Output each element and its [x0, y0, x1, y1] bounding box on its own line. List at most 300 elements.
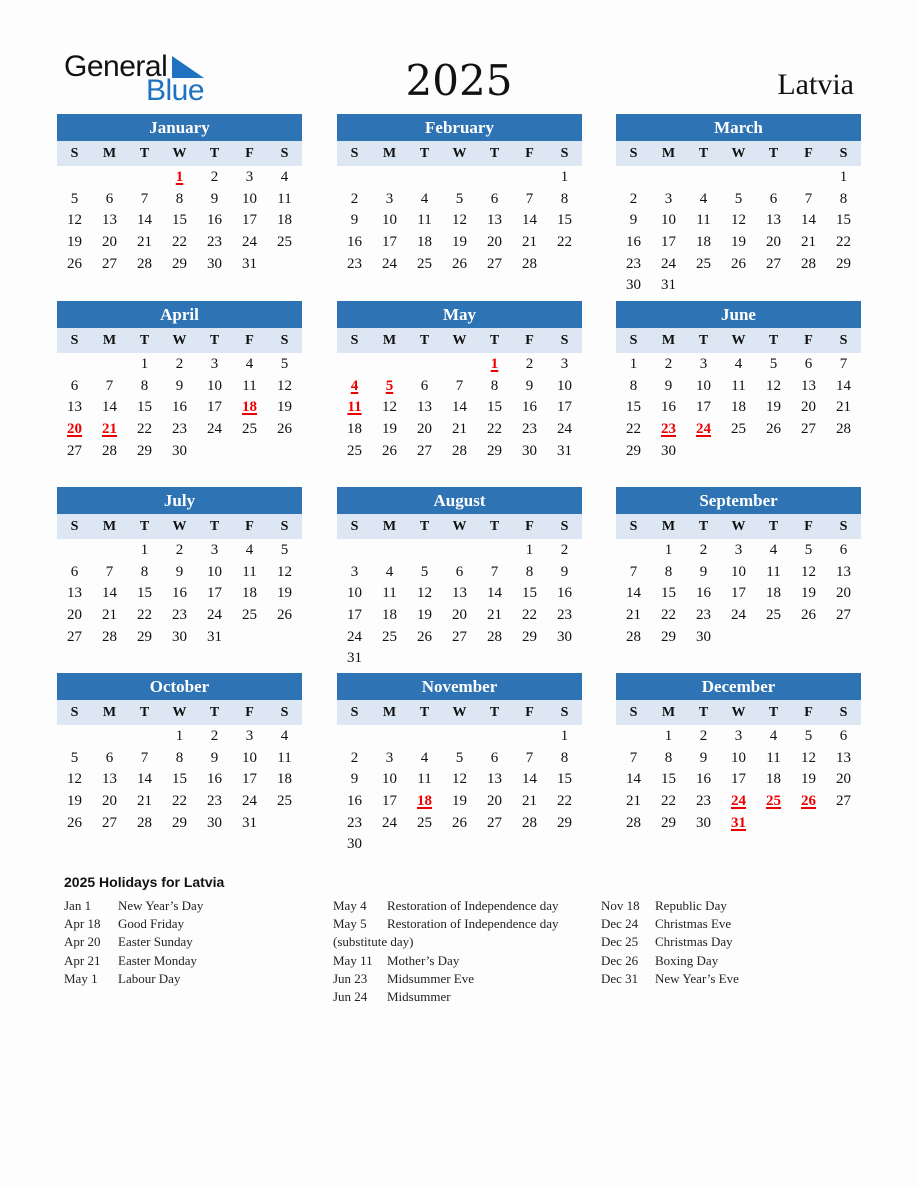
day-cell: 29 — [557, 814, 572, 831]
month-header: August — [337, 487, 582, 514]
holiday-entry — [64, 897, 203, 915]
day-cell: 14 — [522, 771, 537, 788]
holiday-date: Apr 21 — [64, 952, 101, 968]
day-cell: 26 — [452, 255, 467, 272]
day-cell: 20 — [801, 399, 816, 416]
day-cell: 2 — [350, 190, 359, 207]
day-cell: 13 — [67, 399, 82, 416]
day-cell: 13 — [102, 771, 117, 788]
day-grid — [616, 166, 861, 297]
weekday-label: S — [629, 705, 638, 720]
day-cell: 20 — [487, 793, 502, 810]
day-cell: 20 — [836, 585, 851, 602]
weekday-label: T — [698, 519, 709, 534]
day-cell: 14 — [626, 771, 641, 788]
day-cell: 7 — [629, 749, 638, 766]
holiday-entry — [64, 970, 203, 988]
day-cell: 15 — [557, 212, 572, 229]
empty-cell — [337, 726, 372, 748]
day-cell: 13 — [452, 585, 467, 602]
day-cell: 4 — [280, 728, 289, 744]
day-cell: 24 — [207, 607, 222, 624]
empty-cell — [721, 167, 756, 189]
day-cell: 19 — [67, 234, 82, 251]
month-header: December — [616, 673, 861, 700]
weekday-label: S — [560, 519, 569, 534]
holiday-name: Christmas Eve — [655, 916, 732, 932]
weekday-label: M — [661, 705, 676, 720]
day-grid — [57, 539, 302, 648]
day-cell: 30 — [172, 628, 187, 645]
logo-text-general: General — [64, 50, 168, 83]
day-cell: 11 — [242, 563, 257, 580]
weekday-label: F — [525, 705, 534, 720]
day-cell: 28 — [801, 255, 816, 272]
day-cell: 6 — [105, 190, 114, 207]
day-cell: 19 — [801, 771, 816, 788]
holiday-day-cell: 11 — [347, 399, 362, 416]
weekday-label: W — [452, 519, 467, 534]
day-cell: 30 — [557, 628, 572, 645]
day-cell: 18 — [417, 234, 432, 251]
day-cell: 14 — [137, 212, 152, 229]
weekday-label: S — [560, 146, 569, 161]
day-cell: 30 — [522, 442, 537, 459]
day-cell: 7 — [629, 563, 638, 580]
day-cell: 3 — [385, 749, 394, 766]
weekday-label: S — [70, 333, 79, 348]
weekday-label: S — [629, 519, 638, 534]
day-cell: 5 — [804, 728, 813, 744]
day-cell: 16 — [347, 234, 362, 251]
day-cell: 9 — [525, 377, 534, 394]
day-cell: 19 — [67, 793, 82, 810]
empty-cell — [477, 540, 512, 562]
day-cell: 30 — [172, 442, 187, 459]
day-cell: 27 — [102, 814, 117, 831]
weekday-label: T — [489, 705, 500, 720]
day-cell: 5 — [455, 749, 464, 766]
day-cell: 10 — [731, 563, 746, 580]
weekday-header-row — [337, 141, 582, 166]
day-cell: 19 — [277, 585, 292, 602]
weekday-label: M — [382, 333, 397, 348]
day-cell: 22 — [172, 793, 187, 810]
holiday-entry — [601, 897, 739, 915]
day-cell: 18 — [347, 421, 362, 438]
day-cell: 24 — [242, 793, 257, 810]
weekday-label: T — [768, 333, 779, 348]
day-cell: 24 — [557, 421, 572, 438]
day-cell: 13 — [836, 749, 851, 766]
day-cell: 23 — [626, 255, 641, 272]
day-cell: 23 — [207, 793, 222, 810]
month-header: September — [616, 487, 861, 514]
day-cell: 5 — [455, 190, 464, 207]
empty-cell — [616, 540, 651, 562]
day-cell: 6 — [839, 728, 848, 744]
day-cell: 21 — [452, 421, 467, 438]
holiday-date: Dec 26 — [601, 952, 639, 968]
day-cell: 19 — [766, 399, 781, 416]
day-cell: 7 — [804, 190, 813, 207]
day-cell: 16 — [172, 399, 187, 416]
day-cell: 13 — [487, 771, 502, 788]
day-cell: 25 — [417, 255, 432, 272]
day-cell: 12 — [731, 212, 746, 229]
day-cell: 21 — [801, 234, 816, 251]
weekday-header-row — [57, 514, 302, 539]
day-cell: 1 — [664, 542, 673, 558]
weekday-label: S — [839, 519, 848, 534]
day-cell: 17 — [731, 585, 746, 602]
holiday-date: Dec 31 — [601, 970, 639, 986]
day-cell: 20 — [417, 421, 432, 438]
day-cell: 15 — [661, 585, 676, 602]
weekday-label: T — [489, 333, 500, 348]
day-cell: 25 — [242, 421, 257, 438]
weekday-label: S — [839, 146, 848, 161]
day-cell: 28 — [137, 814, 152, 831]
weekday-label: W — [172, 519, 187, 534]
weekday-label: F — [804, 705, 813, 720]
holiday-entry — [601, 970, 739, 988]
day-cell: 16 — [696, 771, 711, 788]
day-cell: 29 — [137, 628, 152, 645]
month-december — [616, 673, 861, 834]
day-cell: 14 — [836, 377, 851, 394]
day-cell: 27 — [67, 628, 82, 645]
day-cell: 23 — [696, 607, 711, 624]
day-cell: 8 — [175, 190, 184, 207]
day-cell: 29 — [522, 628, 537, 645]
day-cell: 25 — [242, 607, 257, 624]
day-cell: 17 — [557, 399, 572, 416]
weekday-label: W — [452, 705, 467, 720]
day-grid — [616, 539, 861, 648]
empty-cell — [407, 540, 442, 562]
day-cell: 11 — [242, 377, 257, 394]
day-cell: 23 — [347, 814, 362, 831]
day-cell: 14 — [102, 585, 117, 602]
holiday-entry — [601, 933, 739, 951]
day-cell: 19 — [417, 607, 432, 624]
empty-cell — [337, 354, 372, 376]
weekday-label: S — [280, 146, 289, 161]
day-cell: 17 — [242, 771, 257, 788]
calendar-year: 2025 — [405, 56, 513, 105]
weekday-label: M — [382, 146, 397, 161]
day-cell: 25 — [347, 442, 362, 459]
day-cell: 25 — [696, 255, 711, 272]
weekday-label: S — [280, 705, 289, 720]
weekday-label: M — [382, 705, 397, 720]
weekday-header-row — [616, 328, 861, 353]
day-cell: 29 — [836, 255, 851, 272]
day-cell: 2 — [175, 542, 184, 558]
weekday-label: T — [419, 146, 430, 161]
weekday-label: W — [731, 705, 746, 720]
day-cell: 8 — [560, 749, 569, 766]
day-cell: 8 — [629, 377, 638, 394]
empty-cell — [686, 167, 721, 189]
day-cell: 1 — [629, 356, 638, 372]
day-cell: 12 — [277, 377, 292, 394]
day-cell: 25 — [382, 628, 397, 645]
day-cell: 17 — [207, 585, 222, 602]
empty-cell — [57, 726, 92, 748]
day-cell: 26 — [67, 814, 82, 831]
weekday-label: T — [209, 705, 220, 720]
holiday-name: Easter Monday — [118, 952, 198, 968]
holiday-date: May 5 — [333, 916, 367, 932]
day-cell: 27 — [836, 793, 851, 810]
empty-cell — [92, 540, 127, 562]
day-cell: 13 — [417, 399, 432, 416]
day-cell: 8 — [664, 563, 673, 580]
day-cell: 26 — [731, 255, 746, 272]
empty-cell — [512, 167, 547, 189]
day-cell: 26 — [382, 442, 397, 459]
day-cell: 19 — [452, 234, 467, 251]
day-cell: 26 — [801, 607, 816, 624]
day-cell: 27 — [417, 442, 432, 459]
day-cell: 23 — [522, 421, 537, 438]
weekday-label: M — [382, 519, 397, 534]
weekday-label: M — [102, 146, 117, 161]
day-cell: 7 — [490, 563, 499, 580]
day-cell: 12 — [277, 563, 292, 580]
day-cell: 9 — [629, 212, 638, 229]
weekday-label: T — [419, 519, 430, 534]
day-cell: 25 — [766, 607, 781, 624]
day-cell: 4 — [245, 542, 254, 558]
holiday-date: Dec 25 — [601, 934, 639, 950]
weekday-label: T — [698, 705, 709, 720]
empty-cell — [57, 354, 92, 376]
holiday-entry — [333, 988, 558, 1006]
day-cell: 17 — [382, 793, 397, 810]
day-cell: 26 — [277, 607, 292, 624]
weekday-label: W — [172, 705, 187, 720]
holiday-date: Jun 24 — [333, 988, 368, 1004]
empty-cell — [57, 540, 92, 562]
day-cell: 31 — [661, 277, 676, 294]
day-cell: 6 — [490, 190, 499, 207]
day-cell: 5 — [70, 190, 79, 207]
holiday-date: Apr 18 — [64, 916, 101, 932]
day-cell: 18 — [766, 771, 781, 788]
day-cell: 22 — [626, 421, 641, 438]
day-cell: 13 — [67, 585, 82, 602]
day-cell: 24 — [347, 628, 362, 645]
day-grid — [616, 353, 861, 462]
weekday-label: S — [629, 333, 638, 348]
weekday-label: F — [525, 519, 534, 534]
holiday-day-cell: 26 — [801, 793, 816, 810]
day-cell: 21 — [137, 234, 152, 251]
day-cell: 25 — [731, 421, 746, 438]
day-cell: 5 — [280, 356, 289, 372]
empty-cell — [477, 167, 512, 189]
day-cell: 11 — [766, 749, 781, 766]
day-cell: 17 — [661, 234, 676, 251]
day-grid — [57, 166, 302, 275]
month-header: June — [616, 301, 861, 328]
holiday-entry — [64, 915, 203, 933]
weekday-label: W — [452, 146, 467, 161]
day-cell: 6 — [839, 542, 848, 558]
day-cell: 8 — [490, 377, 499, 394]
day-cell: 18 — [696, 234, 711, 251]
day-cell: 10 — [242, 749, 257, 766]
day-cell: 31 — [242, 814, 257, 831]
day-cell: 18 — [731, 399, 746, 416]
holiday-entry — [333, 952, 558, 970]
weekday-label: S — [629, 146, 638, 161]
day-cell: 16 — [522, 399, 537, 416]
day-cell: 6 — [70, 563, 79, 580]
day-cell: 7 — [140, 190, 149, 207]
holiday-name: Christmas Day — [655, 934, 733, 950]
day-grid — [57, 353, 302, 462]
empty-cell — [372, 167, 407, 189]
day-cell: 20 — [836, 771, 851, 788]
day-cell: 16 — [626, 234, 641, 251]
day-cell: 23 — [172, 607, 187, 624]
day-cell: 5 — [70, 749, 79, 766]
day-grid — [337, 725, 582, 856]
holiday-date: Jan 1 — [64, 898, 92, 913]
day-cell: 29 — [172, 255, 187, 272]
month-may — [337, 301, 582, 462]
day-cell: 18 — [277, 771, 292, 788]
day-cell: 16 — [347, 793, 362, 810]
day-cell: 6 — [804, 356, 813, 372]
month-header: October — [57, 673, 302, 700]
weekday-label: W — [172, 146, 187, 161]
month-header: March — [616, 114, 861, 141]
day-cell: 9 — [699, 749, 708, 766]
day-cell: 15 — [172, 771, 187, 788]
month-header: January — [57, 114, 302, 141]
day-cell: 5 — [734, 190, 743, 207]
day-cell: 12 — [801, 563, 816, 580]
holiday-entry — [64, 952, 203, 970]
day-cell: 23 — [557, 607, 572, 624]
day-cell: 7 — [839, 356, 848, 372]
day-cell: 18 — [766, 585, 781, 602]
day-cell: 12 — [766, 377, 781, 394]
weekday-label: F — [245, 146, 254, 161]
weekday-label: T — [209, 333, 220, 348]
day-cell: 4 — [245, 356, 254, 372]
empty-cell — [407, 354, 442, 376]
day-cell: 16 — [172, 585, 187, 602]
weekday-header-row — [616, 141, 861, 166]
month-header: May — [337, 301, 582, 328]
day-cell: 4 — [280, 169, 289, 185]
day-cell: 6 — [105, 749, 114, 766]
weekday-label: T — [209, 519, 220, 534]
day-cell: 22 — [836, 234, 851, 251]
day-cell: 24 — [242, 234, 257, 251]
day-cell: 6 — [769, 190, 778, 207]
day-cell: 15 — [487, 399, 502, 416]
day-cell: 13 — [766, 212, 781, 229]
day-cell: 30 — [626, 277, 641, 294]
day-cell: 8 — [175, 749, 184, 766]
day-cell: 15 — [661, 771, 676, 788]
day-cell: 28 — [522, 255, 537, 272]
weekday-label: F — [245, 705, 254, 720]
weekday-label: S — [280, 333, 289, 348]
day-cell: 11 — [696, 212, 711, 229]
day-cell: 10 — [557, 377, 572, 394]
weekday-label: T — [419, 333, 430, 348]
day-cell: 10 — [207, 377, 222, 394]
day-cell: 24 — [382, 814, 397, 831]
day-cell: 1 — [560, 728, 569, 744]
day-cell: 16 — [207, 212, 222, 229]
holiday-date: May 4 — [333, 898, 367, 913]
day-cell: 17 — [382, 234, 397, 251]
weekday-label: S — [839, 333, 848, 348]
day-cell: 19 — [452, 793, 467, 810]
weekday-header-row — [57, 141, 302, 166]
empty-cell — [616, 167, 651, 189]
day-cell: 3 — [210, 542, 219, 558]
holiday-entry — [333, 970, 558, 988]
day-cell: 4 — [769, 542, 778, 558]
day-cell: 7 — [525, 749, 534, 766]
day-grid — [337, 539, 582, 670]
empty-cell — [337, 540, 372, 562]
empty-cell — [127, 726, 162, 748]
month-june — [616, 301, 861, 462]
holidays-title: 2025 Holidays for Latvia — [64, 874, 225, 890]
day-cell: 24 — [661, 255, 676, 272]
day-cell: 15 — [626, 399, 641, 416]
weekday-label: S — [350, 705, 359, 720]
day-cell: 26 — [67, 255, 82, 272]
weekday-label: T — [768, 705, 779, 720]
country-name: Latvia — [777, 68, 854, 101]
day-cell: 9 — [210, 749, 219, 766]
day-cell: 8 — [839, 190, 848, 207]
holiday-entry — [64, 933, 203, 951]
day-cell: 8 — [525, 563, 534, 580]
day-cell: 28 — [452, 442, 467, 459]
day-cell: 28 — [626, 628, 641, 645]
day-cell: 20 — [102, 234, 117, 251]
day-cell: 21 — [522, 793, 537, 810]
day-cell: 2 — [525, 356, 534, 372]
day-cell: 22 — [522, 607, 537, 624]
day-cell: 9 — [175, 377, 184, 394]
day-cell: 18 — [242, 585, 257, 602]
day-cell: 27 — [487, 255, 502, 272]
day-cell: 18 — [382, 607, 397, 624]
month-november — [337, 673, 582, 856]
weekday-label: S — [70, 705, 79, 720]
day-cell: 13 — [836, 563, 851, 580]
day-cell: 2 — [210, 169, 219, 185]
day-cell: 27 — [801, 421, 816, 438]
day-cell: 22 — [557, 234, 572, 251]
empty-cell — [372, 540, 407, 562]
day-cell: 8 — [560, 190, 569, 207]
